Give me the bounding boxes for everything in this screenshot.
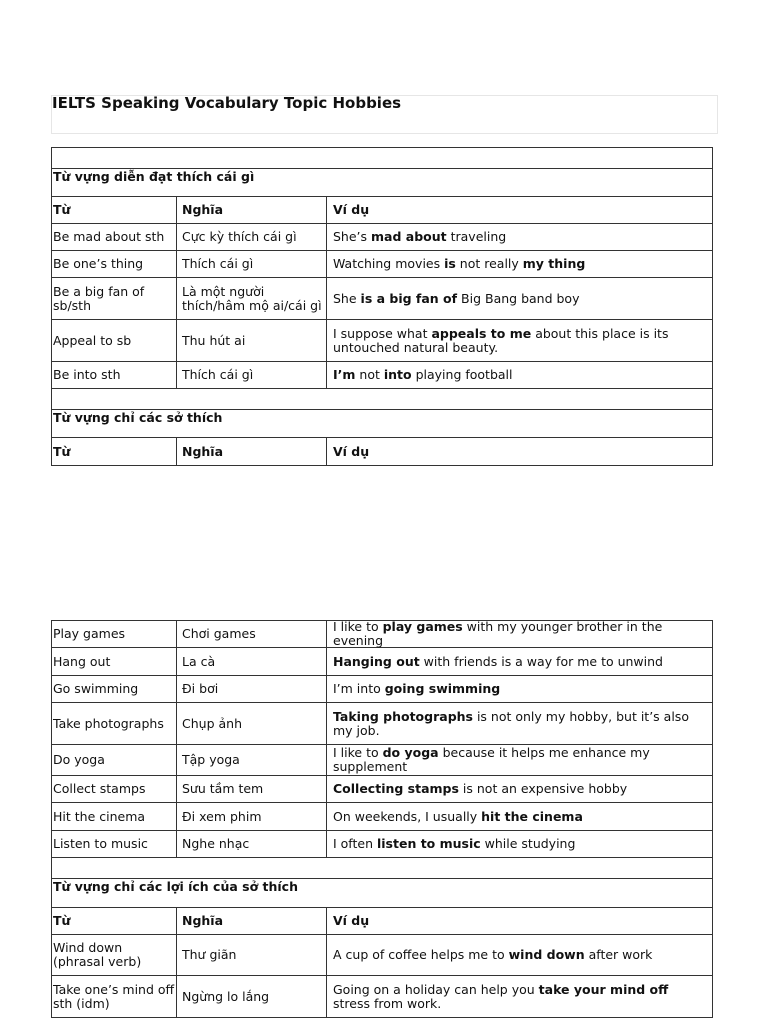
example-segment: She [333, 290, 361, 306]
meaning-cell: Nghe nhạc [176, 831, 326, 857]
word-cell: Go swimming [53, 681, 139, 696]
example-segment: On weekends, I usually [333, 808, 482, 824]
example-segment: not [355, 367, 384, 382]
example-keyword: do yoga [382, 745, 439, 760]
example-cell [326, 648, 712, 675]
example-text [333, 682, 500, 696]
example-cell [326, 776, 712, 802]
example-segment: She’s [333, 229, 372, 244]
example-segment: not really [455, 256, 523, 271]
meaning-cell: Thích cái gì [176, 251, 326, 277]
header-row [52, 908, 712, 935]
example-segment: Going on a holiday can help you [333, 981, 539, 997]
word-cell: Take photographs [53, 715, 164, 731]
example-cell [326, 976, 712, 1017]
example-keyword: take your mind off [538, 981, 669, 997]
word-cell: Hit the cinema [53, 808, 146, 824]
meaning-cell: La cà [176, 648, 326, 675]
example-segment: is not only my hobby, but it’s also my job. [333, 708, 689, 738]
section1-rows [52, 224, 712, 389]
table-row [52, 278, 712, 320]
meaning-cell: Tập yoga [176, 745, 326, 775]
table-row [52, 251, 712, 278]
table-row [52, 703, 712, 745]
example-keyword: is a big fan of [360, 290, 458, 306]
example-segment: after work [584, 947, 653, 962]
table-row [52, 745, 712, 776]
example-segment: Big Bang band boy [457, 290, 580, 306]
word-cell: Hang out [53, 653, 111, 669]
header-example: Ví dụ [326, 438, 712, 465]
spacer-row [52, 148, 712, 169]
example-keyword: wind down [508, 947, 585, 962]
word-cell: Be into sth [53, 367, 121, 382]
meaning-cell: Thu hút ai [176, 320, 326, 361]
section3-rows [52, 935, 712, 1018]
example-cell [326, 278, 712, 319]
vocab-table-1 [51, 147, 713, 466]
header-meaning: Nghĩa [176, 197, 326, 223]
vocab-table-2 [51, 620, 713, 1018]
header-example: Ví dụ [326, 197, 712, 223]
section2-rows [52, 621, 712, 858]
example-cell [326, 745, 712, 775]
spacer-row [52, 858, 712, 879]
word-cell: Do yoga [53, 752, 105, 767]
example-segment: A cup of coffee helps me to [333, 947, 509, 962]
word-cell: Be a big fan of sb/sth [53, 283, 145, 313]
example-segment: because it helps me enhance my supplement [333, 745, 650, 774]
example-segment: with friends is a way for me to unwind [419, 653, 663, 669]
example-segment: I like to [333, 745, 383, 760]
example-text [333, 746, 708, 774]
page-title: IELTS Speaking Vocabulary Topic Hobbies [52, 94, 402, 112]
section-heading-row [52, 169, 712, 197]
meaning-cell: Thích cái gì [176, 362, 326, 388]
example-text [333, 948, 652, 962]
header-row [52, 438, 712, 466]
example-cell [326, 621, 712, 647]
example-text [333, 620, 708, 648]
meaning-cell: Đi xem phim [176, 803, 326, 830]
word-cell: Play games [53, 626, 126, 641]
example-keyword: play games [382, 619, 463, 634]
table-row [52, 776, 712, 803]
example-keyword: Collecting stamps [333, 781, 459, 796]
example-keyword: mad about [371, 229, 447, 244]
header-row [52, 197, 712, 224]
word-cell: Take one’s mind off sth (idm) [53, 981, 175, 1011]
meaning-cell: Chụp ảnh [176, 703, 326, 744]
word-cell: Appeal to sb [53, 332, 132, 348]
example-keyword: into [383, 367, 412, 382]
table-row [52, 976, 712, 1018]
example-keyword: appeals to me [431, 325, 532, 341]
meaning-cell: Là một người thích/hâm mộ ai/cái gì [176, 278, 326, 319]
example-cell [326, 320, 712, 361]
example-segment: is not an expensive hobby [458, 781, 628, 796]
header-word: Từ [53, 913, 71, 928]
example-segment: traveling [446, 229, 507, 244]
example-segment: playing football [411, 367, 513, 382]
example-text [333, 810, 583, 824]
example-segment: I like to [333, 619, 383, 634]
example-keyword: listen to music [376, 836, 481, 851]
spacer-row [52, 389, 712, 410]
example-keyword: Taking photographs [333, 708, 473, 724]
word-cell: Collect stamps [53, 781, 146, 796]
example-text [333, 292, 579, 306]
example-text [333, 655, 663, 669]
example-cell [326, 935, 712, 975]
example-cell [326, 362, 712, 388]
example-cell [326, 831, 712, 857]
example-keyword: I’m [333, 367, 356, 382]
example-cell [326, 224, 712, 250]
word-cell: Listen to music [53, 836, 148, 851]
example-segment: stress from work. [333, 995, 442, 1011]
table-row [52, 648, 712, 676]
example-cell [326, 703, 712, 744]
table-row [52, 320, 712, 362]
example-segment: I’m into [333, 681, 385, 696]
section-heading: Từ vựng chỉ các sở thích [53, 410, 223, 425]
meaning-cell: Đi bơi [176, 676, 326, 702]
section-heading: Từ vựng diễn đạt thích cái gì [53, 169, 255, 184]
word-cell: Be one’s thing [53, 256, 144, 271]
table-row [52, 621, 712, 648]
example-text [333, 710, 708, 738]
table-row [52, 676, 712, 703]
example-keyword: going swimming [384, 681, 501, 696]
example-keyword: my thing [522, 256, 586, 271]
header-word: Từ [53, 202, 71, 217]
example-cell [326, 803, 712, 830]
example-keyword: is [444, 256, 456, 271]
meaning-cell: Chơi games [176, 621, 326, 647]
meaning-cell: Thư giãn [176, 935, 326, 975]
section-heading-row [52, 879, 712, 908]
example-text [333, 983, 708, 1011]
example-segment: while studying [480, 836, 576, 851]
example-keyword: Hanging out [333, 653, 420, 669]
meaning-cell: Ngừng lo lắng [176, 976, 326, 1017]
example-segment: about this place is its untouched natural beauty. [333, 325, 669, 355]
meaning-cell: Sưu tầm tem [176, 776, 326, 802]
example-text [333, 257, 585, 271]
word-cell: Wind down (phrasal verb) [53, 940, 142, 969]
example-text [333, 230, 506, 244]
example-cell [326, 676, 712, 702]
section-heading-row [52, 410, 712, 438]
example-keyword: hit the cinema [481, 808, 583, 824]
example-segment: with my younger brother in the evening [333, 619, 663, 648]
example-text [333, 327, 708, 355]
table-row [52, 803, 712, 831]
header-word: Từ [53, 443, 71, 459]
example-segment: I suppose what [333, 325, 432, 341]
example-segment: Watching movies [333, 256, 445, 271]
section-heading: Từ vựng chỉ các lợi ích của sở thích [53, 879, 298, 894]
header-example: Ví dụ [326, 908, 712, 934]
word-cell: Be mad about sth [53, 229, 165, 244]
header-meaning: Nghĩa [176, 908, 326, 934]
meaning-cell: Cực kỳ thích cái gì [176, 224, 326, 250]
table-row [52, 224, 712, 251]
example-text [333, 368, 513, 382]
example-cell [326, 251, 712, 277]
table-row [52, 935, 712, 976]
example-segment: I often [333, 836, 377, 851]
table-row [52, 362, 712, 389]
header-meaning: Nghĩa [176, 438, 326, 465]
example-text [333, 782, 627, 796]
example-text [333, 837, 575, 851]
table-row [52, 831, 712, 858]
